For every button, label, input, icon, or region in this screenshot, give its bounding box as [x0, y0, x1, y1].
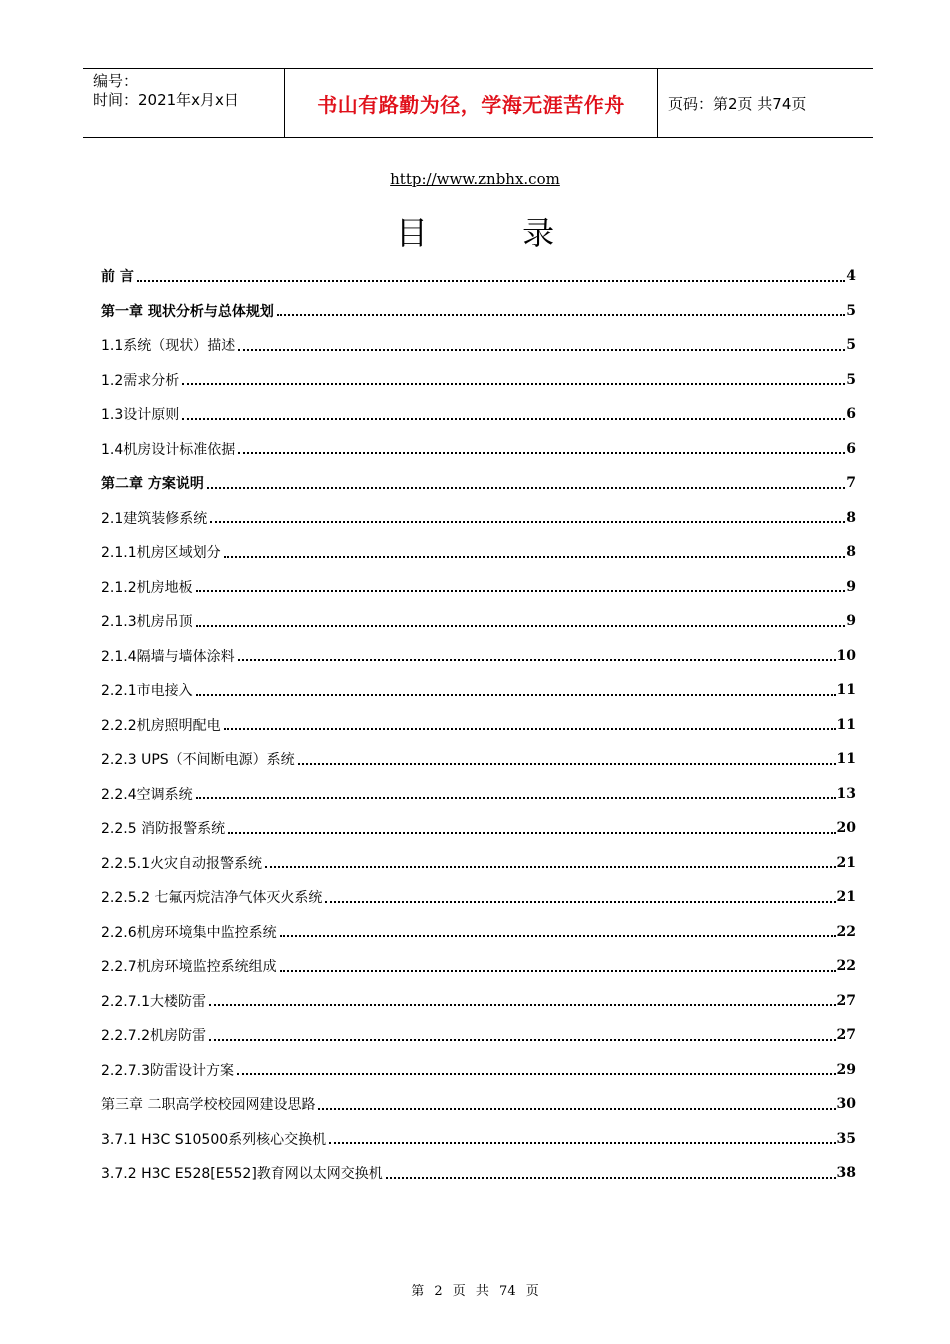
- toc-leader-dots: [182, 382, 845, 385]
- toc-entry-label: 2.2.7机房环境监控系统组成: [101, 956, 279, 976]
- toc-entry-page: 8: [846, 544, 856, 561]
- toc-entry[interactable]: [101, 535, 856, 570]
- page-footer: 第 2 页 共 74 页: [411, 1284, 539, 1299]
- toc-leader-dots: [277, 313, 845, 316]
- page-header: [83, 68, 873, 138]
- toc-title: 目 录: [395, 214, 597, 252]
- toc-entry[interactable]: [101, 811, 856, 846]
- toc-entry-page: 29: [836, 1061, 856, 1078]
- toc-entry[interactable]: [101, 259, 856, 294]
- toc-entry-label: 2.2.7.3防雷设计方案: [101, 1060, 236, 1080]
- toc-entry[interactable]: [101, 432, 856, 467]
- toc-entry-page: 35: [836, 1130, 856, 1147]
- toc-entry-page: 4: [846, 268, 856, 285]
- toc-entry-page: 20: [836, 820, 856, 837]
- toc-entry-page: 5: [846, 302, 856, 319]
- toc-entry-page: 22: [836, 958, 856, 975]
- toc-entry-page: 27: [836, 992, 856, 1009]
- toc-entry[interactable]: [101, 570, 856, 605]
- toc-entry[interactable]: [101, 1122, 856, 1157]
- toc-entry-label: 2.2.4空调系统: [101, 784, 195, 804]
- toc-entry-label: 1.3设计原则: [101, 404, 181, 424]
- toc-entry-page: 5: [846, 337, 856, 354]
- toc-entry[interactable]: [101, 466, 856, 501]
- toc-entry-page: 9: [846, 578, 856, 595]
- toc-entry-label: 第二章 方案说明: [101, 473, 206, 493]
- toc-entry-page: 13: [836, 785, 856, 802]
- toc-entry[interactable]: [101, 501, 856, 536]
- toc-entry-page: 11: [836, 751, 856, 768]
- toc-entry-label: 1.1系统（现状）描述: [101, 335, 237, 355]
- toc-leader-dots: [182, 417, 845, 420]
- toc-entry-label: 第一章 现状分析与总体规划: [101, 301, 276, 321]
- toc-entry-page: 27: [836, 1027, 856, 1044]
- toc-entry-page: 21: [836, 889, 856, 906]
- toc-leader-dots: [386, 1176, 836, 1179]
- toc-entry[interactable]: [101, 949, 856, 984]
- toc-entry[interactable]: [101, 1053, 856, 1088]
- toc-entry-label: 第三章 二职高学校校园网建设思路: [101, 1094, 317, 1114]
- toc-leader-dots: [209, 1003, 836, 1006]
- toc-entry[interactable]: [101, 915, 856, 950]
- toc-entry-label: 2.1.1机房区域划分: [101, 542, 223, 562]
- toc-entry-page: 38: [836, 1165, 856, 1182]
- toc-entry-label: 2.2.6机房环境集中监控系统: [101, 922, 279, 942]
- toc-leader-dots: [137, 279, 845, 282]
- header-motto: 书山有路勤为径，学海无涯苦作舟: [317, 92, 625, 117]
- header-page-cell: [658, 69, 873, 137]
- toc-entry-label: 2.2.5 消防报警系统: [101, 818, 227, 838]
- table-of-contents: [101, 259, 856, 1191]
- toc-entry-label: 2.2.5.1火灾自动报警系统: [101, 853, 264, 873]
- toc-entry[interactable]: [101, 639, 856, 674]
- toc-entry-page: 7: [846, 475, 856, 492]
- toc-entry-label: 2.2.5.2 七氟丙烷洁净气体灭火系统: [101, 887, 324, 907]
- toc-entry-page: 6: [846, 440, 856, 457]
- toc-entry-label: 2.1.4隔墙与墙体涂料: [101, 646, 237, 666]
- toc-leader-dots: [238, 658, 836, 661]
- toc-entry-label: 2.1.2机房地板: [101, 577, 195, 597]
- toc-entry-label: 2.2.3 UPS（不间断电源）系统: [101, 749, 297, 769]
- toc-leader-dots: [210, 520, 845, 523]
- toc-entry-label: 2.2.1市电接入: [101, 680, 195, 700]
- toc-entry[interactable]: [101, 1087, 856, 1122]
- toc-entry[interactable]: [101, 363, 856, 398]
- toc-entry-page: 22: [836, 923, 856, 940]
- toc-entry[interactable]: [101, 328, 856, 363]
- time-label: 时间：2021年x月x日: [93, 91, 239, 109]
- website-link[interactable]: http://www.znbhx.com: [390, 170, 560, 188]
- toc-leader-dots: [325, 900, 835, 903]
- toc-leader-dots: [224, 555, 846, 558]
- toc-leader-dots: [237, 1072, 836, 1075]
- toc-entry-label: 前 言: [101, 266, 136, 286]
- toc-leader-dots: [329, 1141, 835, 1144]
- toc-entry[interactable]: [101, 777, 856, 812]
- toc-entry[interactable]: [101, 1018, 856, 1053]
- header-page-info: 页码：第2页 共74页: [668, 94, 807, 113]
- toc-entry-page: 21: [836, 854, 856, 871]
- toc-entry-label: 2.2.7.1大楼防雷: [101, 991, 208, 1011]
- toc-leader-dots: [265, 865, 836, 868]
- toc-entry[interactable]: [101, 397, 856, 432]
- toc-entry-page: 6: [846, 406, 856, 423]
- toc-entry[interactable]: [101, 742, 856, 777]
- toc-leader-dots: [224, 727, 836, 730]
- toc-leader-dots: [280, 934, 836, 937]
- number-label: 编号：: [93, 72, 139, 90]
- toc-entry-label: 2.1建筑装修系统: [101, 508, 209, 528]
- toc-entry[interactable]: [101, 294, 856, 329]
- toc-entry[interactable]: [101, 846, 856, 881]
- toc-entry-page: 5: [846, 371, 856, 388]
- website-url: [0, 170, 950, 188]
- toc-entry-page: 10: [836, 647, 856, 664]
- toc-leader-dots: [196, 589, 846, 592]
- toc-entry[interactable]: [101, 880, 856, 915]
- toc-entry-label: 2.1.3机房吊顶: [101, 611, 195, 631]
- toc-leader-dots: [298, 762, 836, 765]
- toc-entry-page: 11: [836, 716, 856, 733]
- toc-entry-page: 9: [846, 613, 856, 630]
- toc-entry-label: 2.2.7.2机房防雷: [101, 1025, 208, 1045]
- toc-entry-label: 3.7.2 H3C E528[E552]教育网以太网交换机: [101, 1163, 385, 1183]
- toc-entry-page: 11: [836, 682, 856, 699]
- toc-leader-dots: [238, 348, 845, 351]
- header-meta-cell: [83, 69, 285, 137]
- toc-entry[interactable]: [101, 604, 856, 639]
- toc-leader-dots: [196, 796, 836, 799]
- toc-leader-dots: [238, 451, 845, 454]
- toc-leader-dots: [196, 624, 846, 627]
- header-motto-cell: [285, 69, 658, 137]
- toc-entry[interactable]: [101, 984, 856, 1019]
- toc-entry[interactable]: [101, 708, 856, 743]
- toc-entry-page: 30: [836, 1096, 856, 1113]
- toc-leader-dots: [209, 1038, 836, 1041]
- toc-leader-dots: [196, 693, 836, 696]
- toc-leader-dots: [318, 1107, 835, 1110]
- toc-entry-label: 3.7.1 H3C S10500系列核心交换机: [101, 1129, 328, 1149]
- toc-entry[interactable]: [101, 1156, 856, 1191]
- toc-leader-dots: [207, 486, 845, 489]
- toc-leader-dots: [228, 831, 835, 834]
- toc-entry-label: 2.2.2机房照明配电: [101, 715, 223, 735]
- toc-entry-page: 8: [846, 509, 856, 526]
- toc-entry[interactable]: [101, 673, 856, 708]
- toc-leader-dots: [280, 969, 836, 972]
- toc-entry-label: 1.2需求分析: [101, 370, 181, 390]
- toc-entry-label: 1.4机房设计标准依据: [101, 439, 237, 459]
